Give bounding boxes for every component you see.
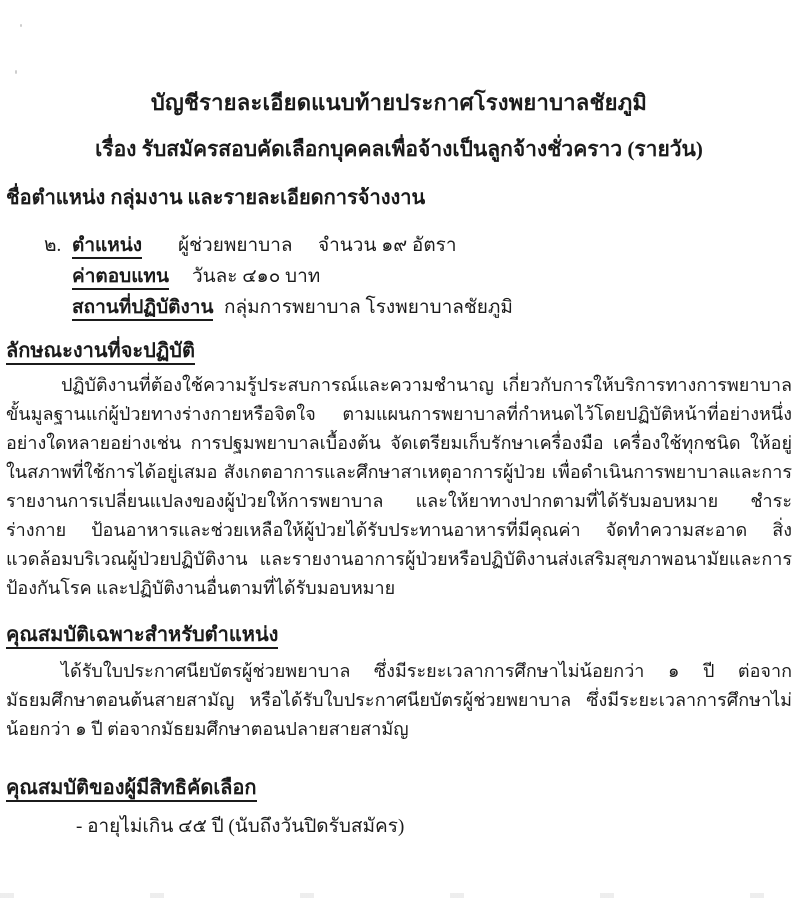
job-description-heading-text: ลักษณะงานที่จะปฏิบัติ [6,340,195,365]
specific-qualifications-paragraph: ได้รับใบประกาศนียบัตรผู้ช่วยพยาบาล ซึ่งมีระยะเวลาการศึกษาไม่น้อยกว่า ๑ ปี ต่อจากมัธยมศึกษาตอนต้นสายสามัญ หรือได้รับใบประกาศนียบัตรผู้ช่วยพยาบาล ซึ่งมีระยะเวลาการศึกษาไม่น้อยกว่า ๑ ปี ต่อจากมัธยมศึกษาตอนปลายสายสามัญ [6,661,792,739]
position-count: จำนวน ๑๙ อัตรา [318,235,457,256]
jobs-section-heading: ชื่อตำแหน่ง กลุ่มงาน และรายละเอียดการจ้างงาน [6,187,426,209]
specific-qualifications-heading-text: คุณสมบัติเฉพาะสำหรับตำแหน่ง [6,624,278,649]
compensation-row [72,261,792,292]
item-number: ๒. [44,235,62,256]
position-label: ตำแหน่ง [72,235,142,259]
compensation-label: ค่าตอบแทน [72,266,169,290]
eligibility-heading [6,774,792,802]
scan-edge-artifact [0,893,800,898]
workplace-row [72,292,792,323]
document-subject-line: เรื่อง รับสมัครสอบคัดเลือกบุคคลเพื่อจ้างเป็นลูกจ้างชั่วคราว (รายวัน) [95,137,703,161]
position-value: ผู้ช่วยพยาบาล [178,235,293,256]
eligibility-item-age: - อายุไม่เกิน ๔๕ ปี (นับถึงวันปิดรับสมัคร) [76,816,405,837]
specific-qualifications-heading [6,621,792,649]
job-description-heading [6,337,792,365]
document-title: บัญชีรายละเอียดแนบท้ายประกาศโรงพยาบาลชัยภูมิ [150,90,648,115]
position-row [6,230,792,261]
position-details-block [6,230,792,323]
workplace-value: กลุ่มการพยาบาล โรงพยาบาลชัยภูมิ [224,297,513,318]
scan-speck [15,70,17,74]
compensation-value: วันละ ๔๑๐ บาท [192,266,321,287]
eligibility-heading-text: คุณสมบัติของผู้มีสิทธิคัดเลือก [6,777,257,802]
workplace-label: สถานที่ปฏิบัติงาน [72,297,213,321]
job-description-paragraph: ปฏิบัติงานที่ต้องใช้ความรู้ประสบการณ์และความชำนาญ เกี่ยวกับการให้บริการทางการพยาบาลขั้นมูลฐานแก่ผู้ป่วยทางร่างกายหรือจิตใจ ตามแผนการพยาบาลที่กำหนดไว้โดยปฏิบัติหน้าที่อย่างหนึ่งอย่างใดหลายอย่างเช่น การปฐมพยาบาลเบื้องต้น จัดเตรียมเก็บรักษาเครื่องมือ เครื่องใช้ทุกชนิด ให้อยู่ในสภาพที่ใช้การได้อยู่เสมอ สังเกตอาการและศึกษาสาเหตุอาการผู้ป่วย เพื่อดำเนินการพยาบาลและการรายงานการเปลี่ยนแปลงของผู้ป่วยให้การพยาบาล และให้ยาทางปากตามที่ได้รับมอบหมาย ชำระร่างกาย ป้อนอาหารและช่วยเหลือให้ผู้ป่วยได้รับประทานอาหารที่มีคุณค่า จัดทำความสะอาด สิ่งแวดล้อมบริเวณผู้ป่วยปฏิบัติงาน และรายงานอาการผู้ป่วยหรือปฏิบัติงานส่งเสริมสุขภาพอนามัยและการป้องกันโรค และปฏิบัติงานอื่นตามที่ได้รับมอบหมาย [6,375,792,598]
scan-speck [20,24,22,27]
